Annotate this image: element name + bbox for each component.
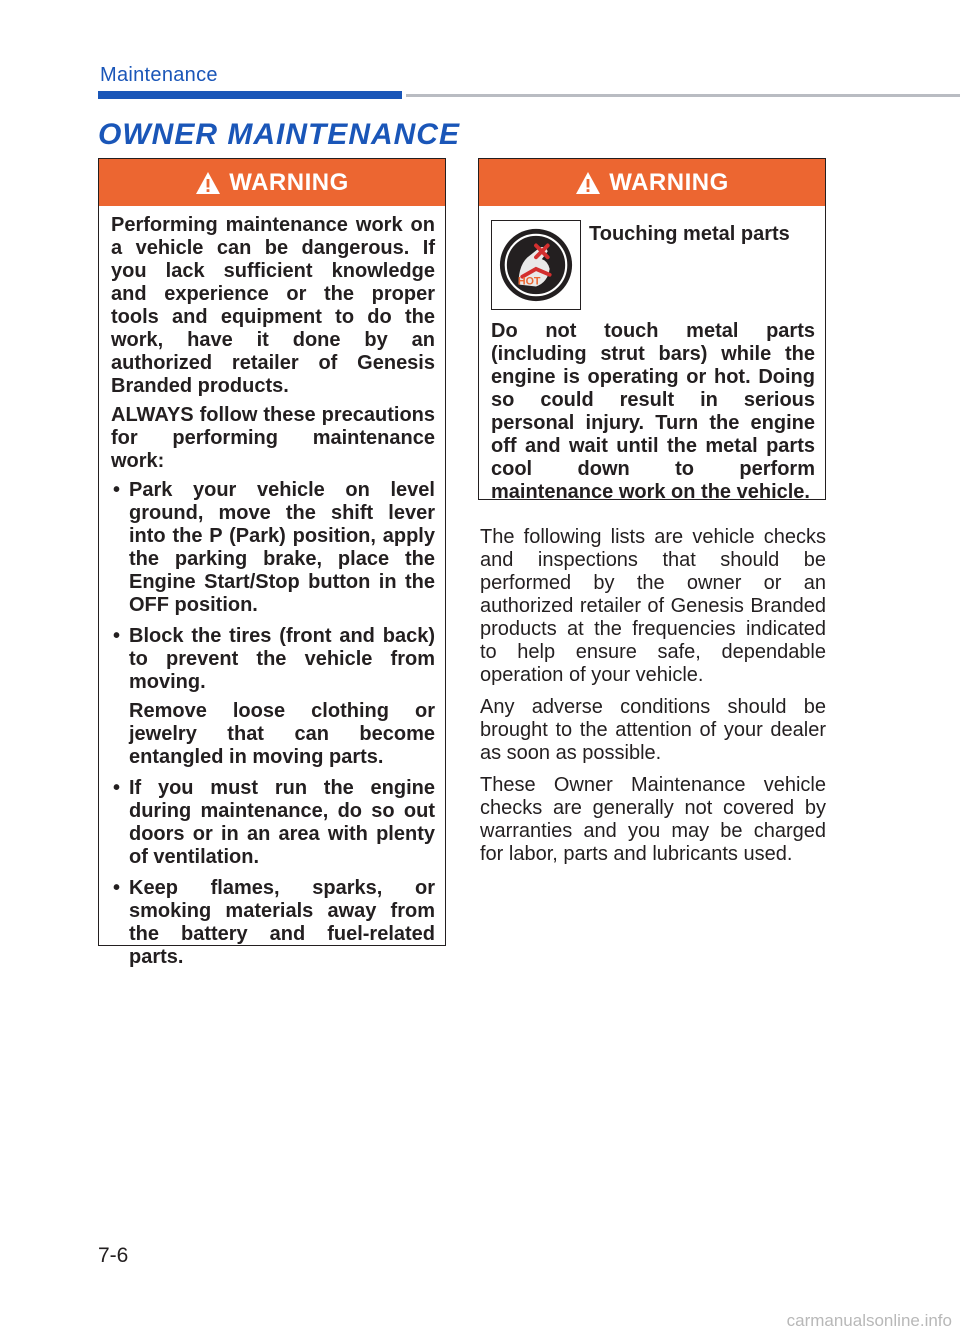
warning-text: Do not touch metal parts (including strut bars) while the engine is operating or hot. Doing so could result in serious personal injury. Turn the engine off and wait until the metal parts cool down to perform maintenance work on the vehicle.	[491, 320, 815, 503]
warning-box-right	[478, 158, 826, 503]
paragraph: These Owner Maintenance vehicle checks are generally not covered by warranties and you may be charged for labor, parts and lubricants used.	[480, 774, 826, 865]
list-item-subtext: Remove loose clothing or jewelry that can become entangled in moving parts.	[129, 700, 435, 768]
warning-header	[99, 159, 445, 206]
page-number: 7-6	[98, 1244, 129, 1267]
watermark: carmanualsonline.info	[786, 1311, 952, 1330]
warning-label: WARNING	[609, 168, 729, 196]
hot-surface-caption: Touching metal parts	[589, 223, 790, 245]
warning-body	[479, 206, 825, 504]
warning-triangle-icon	[195, 171, 221, 195]
hot-surface-row	[491, 220, 815, 310]
warning-header	[479, 159, 825, 206]
hot-surface-icon	[497, 226, 575, 304]
warning-triangle-icon	[575, 171, 601, 195]
warning-always: ALWAYS follow these precautions for performing maintenance work:	[111, 404, 435, 472]
warning-label: WARNING	[229, 168, 349, 196]
list-item: • Keep flames, sparks, or smoking materials away from the battery and fuel-related parts.	[111, 877, 435, 969]
list-item: • If you must run the engine during maintenance, do so out doors or in an area with plenty of ventilation.	[111, 777, 435, 869]
paragraph: Any adverse conditions should be brought to the attention of your dealer as soon as possible.	[480, 696, 826, 764]
paragraph: The following lists are vehicle checks and inspections that should be performed by the owner or an authorized retailer of Genesis Branded products at the frequencies indicated to help ensure safe, dependable operation of your vehicle.	[480, 526, 826, 686]
section-label: Maintenance	[100, 64, 218, 86]
list-item: • Block the tires (front and back) to prevent the vehicle from moving. Remove loose clothing or jewelry that can become entangled in moving parts.	[111, 625, 435, 769]
hot-surface-frame	[491, 220, 581, 310]
warning-body	[99, 206, 445, 969]
header-rule-grey	[406, 94, 960, 97]
page-title: OWNER MAINTENANCE	[98, 118, 460, 151]
warning-box-left	[98, 158, 446, 968]
hot-label: HOT	[517, 275, 541, 288]
list-item: • Park your vehicle on level ground, move the shift lever into the P (Park) position, apply the parking brake, place the Engine Start/Stop button in the OFF position.	[111, 479, 435, 617]
warning-intro: Performing maintenance work on a vehicle can be dangerous. If you lack sufficient knowledge and experience or the proper tools and equipment to do the work, have it done by an authorized retailer of Genesis Branded products.	[111, 214, 435, 397]
body-text	[480, 526, 826, 875]
precaution-list	[111, 479, 435, 969]
header-rule-blue	[98, 91, 402, 99]
